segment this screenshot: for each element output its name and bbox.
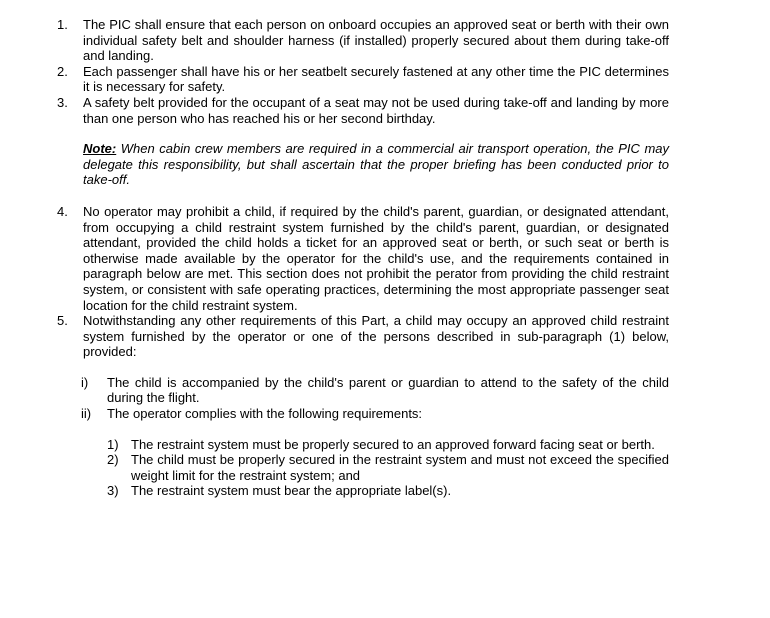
list-number: 3. xyxy=(57,94,68,110)
requirement-text: The child must be properly secured in the restraint system and must not exceed the specified weight limit for the restraint system; and xyxy=(131,452,669,483)
list-text: Each passenger shall have his or her seatbelt securely fastened at any other time the PIC determines it is necessary for safety. xyxy=(83,63,669,95)
list-number: 2. xyxy=(57,63,68,79)
requirement-number: 2) xyxy=(107,452,119,468)
sub-item-ii xyxy=(81,406,669,422)
note-text: When cabin crew members are required in a commercial air transport operation, the PIC may delegate this responsibility, but shall ascertain that the proper briefing has been conducted prior to take-off. xyxy=(83,141,669,188)
note-label: Note: xyxy=(83,141,117,157)
requirement-text: The restraint system must bear the appropriate label(s). xyxy=(131,483,452,499)
sub-item-i xyxy=(81,374,669,406)
requirement-number: 1) xyxy=(107,436,119,452)
sub-number: ii) xyxy=(81,406,92,422)
document-body xyxy=(0,17,770,499)
list-item-1 xyxy=(57,17,669,64)
requirement-3 xyxy=(107,483,669,499)
list-item-3 xyxy=(57,94,669,126)
sub-text: The child is accompanied by the child's parent or guardian to attend to the safety of the child during the flight. xyxy=(107,374,669,406)
list-text: A safety belt provided for the occupant of a seat may not be used during take-off and landing by more than one person who has reached his or her second birthday. xyxy=(83,94,669,126)
list-number: 1. xyxy=(57,17,68,32)
sub-number: i) xyxy=(81,374,89,390)
sub-text: The operator complies with the following requirements: xyxy=(107,406,423,422)
requirement-text: The restraint system must be properly secured to an approved forward facing seat or berth. xyxy=(131,436,655,452)
list-text: The PIC shall ensure that each person on onboard occupies an approved seat or berth with their own individual safety belt and shoulder harness (if installed) properly secured about them during take-off and landing. xyxy=(83,17,669,64)
list-item-4 xyxy=(57,203,669,313)
list-text: Notwithstanding any other requirements of this Part, a child may occupy an approved child restraint system furnished by the operator or one of the persons described in sub-paragraph (1) below, provided: xyxy=(83,313,669,360)
requirement-2 xyxy=(107,452,669,483)
list-number: 4. xyxy=(57,203,68,219)
requirement-1 xyxy=(107,436,669,453)
list-number: 5. xyxy=(57,313,68,329)
list-item-5 xyxy=(57,313,669,360)
requirement-number: 3) xyxy=(107,483,119,499)
note-paragraph xyxy=(83,141,669,188)
list-item-2 xyxy=(57,63,669,95)
list-text: No operator may prohibit a child, if required by the child's parent, guardian, or designated attendant, from occupying a child restraint system furnished by the child's parent, guardian, or designated attendant, provided the child holds a ticket for an approved seat or berth, or such seat or berth is otherwise made available by the operator for the child's use, and the requirements contained in paragraph below are met. This section does not prohibit the perator from providing the child restraint system, or consistent with safe operating practices, determining the most appropriate passenger seat location for the child restraint system. xyxy=(83,203,669,313)
